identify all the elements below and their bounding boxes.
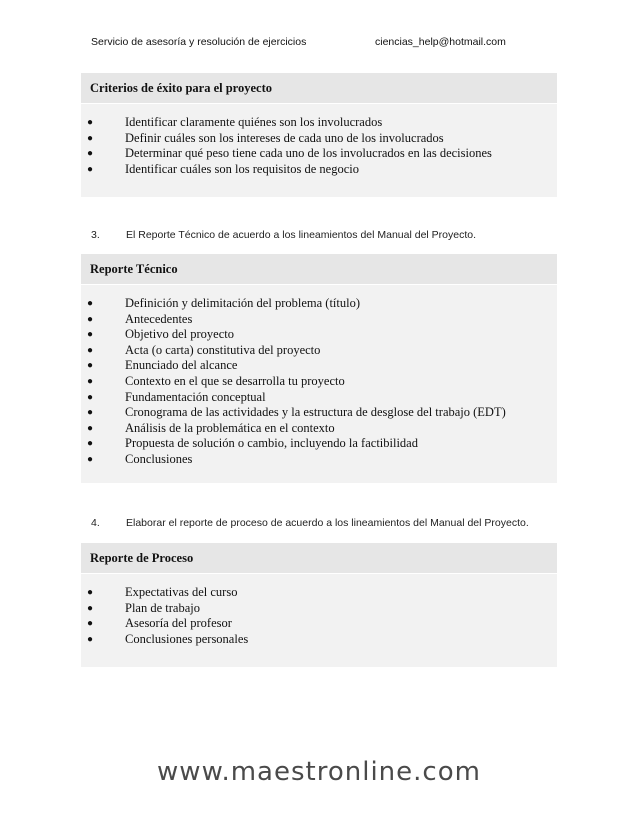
header-service-text: Servicio de asesoría y resolución de ejercicios [91,36,307,48]
list-item: ● Contexto en el que se desarrolla tu proyecto [87,373,345,388]
bullet-icon: ● [87,344,94,356]
process-report-list [81,574,557,647]
list-item: ● Identificar claramente quiénes son los involucrados [87,115,383,129]
technical-report-box [81,254,557,483]
list-item: ● Asesoría del profesor [87,616,232,631]
list-item: ● Expectativas del curso [87,585,238,599]
item-text: El Reporte Técnico de acuerdo a los lineamientos del Manual del Proyecto. [126,229,477,241]
bullet-icon: ● [87,453,94,465]
bullet-icon: ● [87,148,94,160]
technical-report-list [81,285,557,468]
list-item: ● Cronograma de las actividades y la estructura de desglose del trabajo (EDT) [87,405,506,420]
bullet-icon: ● [87,391,94,403]
bullet-icon: ● [87,132,94,144]
item-number: 4. [91,517,100,529]
header-email[interactable]: ciencias_help@hotmail.com [375,36,506,48]
criteria-box [81,73,557,197]
list-item: ● Determinar qué peso tiene cada uno de los involucrados en las decisiones [87,146,492,161]
bullet-icon: ● [87,602,94,614]
technical-report-title: Reporte Técnico [81,254,557,285]
criteria-title: Criterios de éxito para el proyecto [81,73,557,104]
process-report-box [81,543,557,667]
item-number: 3. [91,229,100,241]
bullet-icon: ● [87,587,94,598]
bullet-icon: ● [87,618,94,630]
bullet-icon: ● [87,633,94,645]
bullet-icon: ● [87,298,94,309]
list-item: ● Conclusiones [87,451,193,466]
bullet-icon: ● [87,438,94,450]
bullet-icon: ● [87,117,94,128]
list-item: ● Plan de trabajo [87,600,200,615]
bullet-icon: ● [87,422,94,434]
list-item: ● Objetivo del proyecto [87,327,234,342]
list-item: ● Conclusiones personales [87,631,249,646]
bullet-icon: ● [87,313,94,325]
list-item: ● Propuesta de solución o cambio, incluyendo la factibilidad [87,436,418,451]
list-item: ● Identificar cuáles son los requisitos de negocio [87,161,359,176]
list-item: ● Enunciado del alcance [87,358,238,373]
bullet-icon: ● [87,375,94,387]
bullet-icon: ● [87,360,94,372]
list-item: ● Fundamentación conceptual [87,389,266,404]
list-item: ● Acta (o carta) constitutiva del proyecto [87,342,321,357]
footer-website[interactable]: www.maestronline.com [157,757,481,787]
item-text: Elaborar el reporte de proceso de acuerdo a los lineamientos del Manual del Proyecto. [126,517,529,529]
bullet-icon: ● [87,407,94,419]
page-header [91,36,561,52]
list-item: ● Definición y delimitación del problema (título) [87,296,361,310]
bullet-icon: ● [87,329,94,341]
list-item: ● Antecedentes [87,311,193,326]
criteria-list [81,104,557,177]
bullet-icon: ● [87,163,94,175]
list-item: ● Definir cuáles son los intereses de cada uno de los involucrados [87,130,444,145]
list-item: ● Análisis de la problemática en el contexto [87,420,335,435]
process-report-title: Reporte de Proceso [81,543,557,574]
